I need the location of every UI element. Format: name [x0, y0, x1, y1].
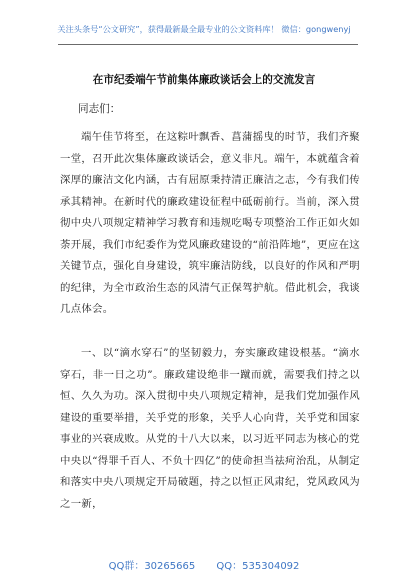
- footer-contact: [0, 560, 408, 573]
- document-title: 在市纪委端午节前集体廉政谈话会上的交流发言: [92, 74, 316, 86]
- body-paragraph-2: 一、以“滴水穿石”的坚韧毅力，夯实廉政建设根基。“滴水穿石，非一日之功”。廉政建设绝非一蹴而就，需要我们持之以恒、久久为功。深入贯彻中央八项规定精神，是我们党加强作风建设的重要举措，关乎党的形象，关乎人心向背，关乎党和国家事业的兴衰成败。从党的十八大以来，以习近平同志为核心的党中央以“得罪千百人、不负十四亿”的使命担当祛疴治乱，从制定和落实中央八项规定开局破题，持之以恒正风肃纪，党风政风为之一新，: [60, 347, 360, 510]
- header-promo-note: 关注头条号“公文研究”，获得最新最全最专业的公文资料库！ 微信：gongwenyj: [57, 24, 351, 34]
- body-paragraph-1: 端午佳节将至，在这粽叶飘香、菖蒲摇曳的时节，我们齐聚一堂，召开此次集体廉政谈话会，意义非凡。端午，本就蕴含着深厚的廉洁文化内涵，古有屈原秉持清正廉洁之志，今有我们传承其精神。在新时代的廉政建设征程中砥砺前行。当前，深入贯彻中央八项规定精神学习教育和违规吃喝专项整治工作正如火如荼开展，我们市纪委作为党风廉政建设的“前沿阵地”，更应在这关键节点，强化自身建设，筑牢廉洁防线，以良好的作风和严明的纪律，为全市政治生态的风清气正保驾护航。借此机会，我谈几点体会。: [60, 131, 360, 315]
- footer-qq-group: QQ群：30265665: [108, 561, 196, 572]
- header-divider: [58, 44, 358, 45]
- footer-qq-number: QQ：535304092: [216, 561, 300, 572]
- salutation: 同志们：: [78, 103, 121, 115]
